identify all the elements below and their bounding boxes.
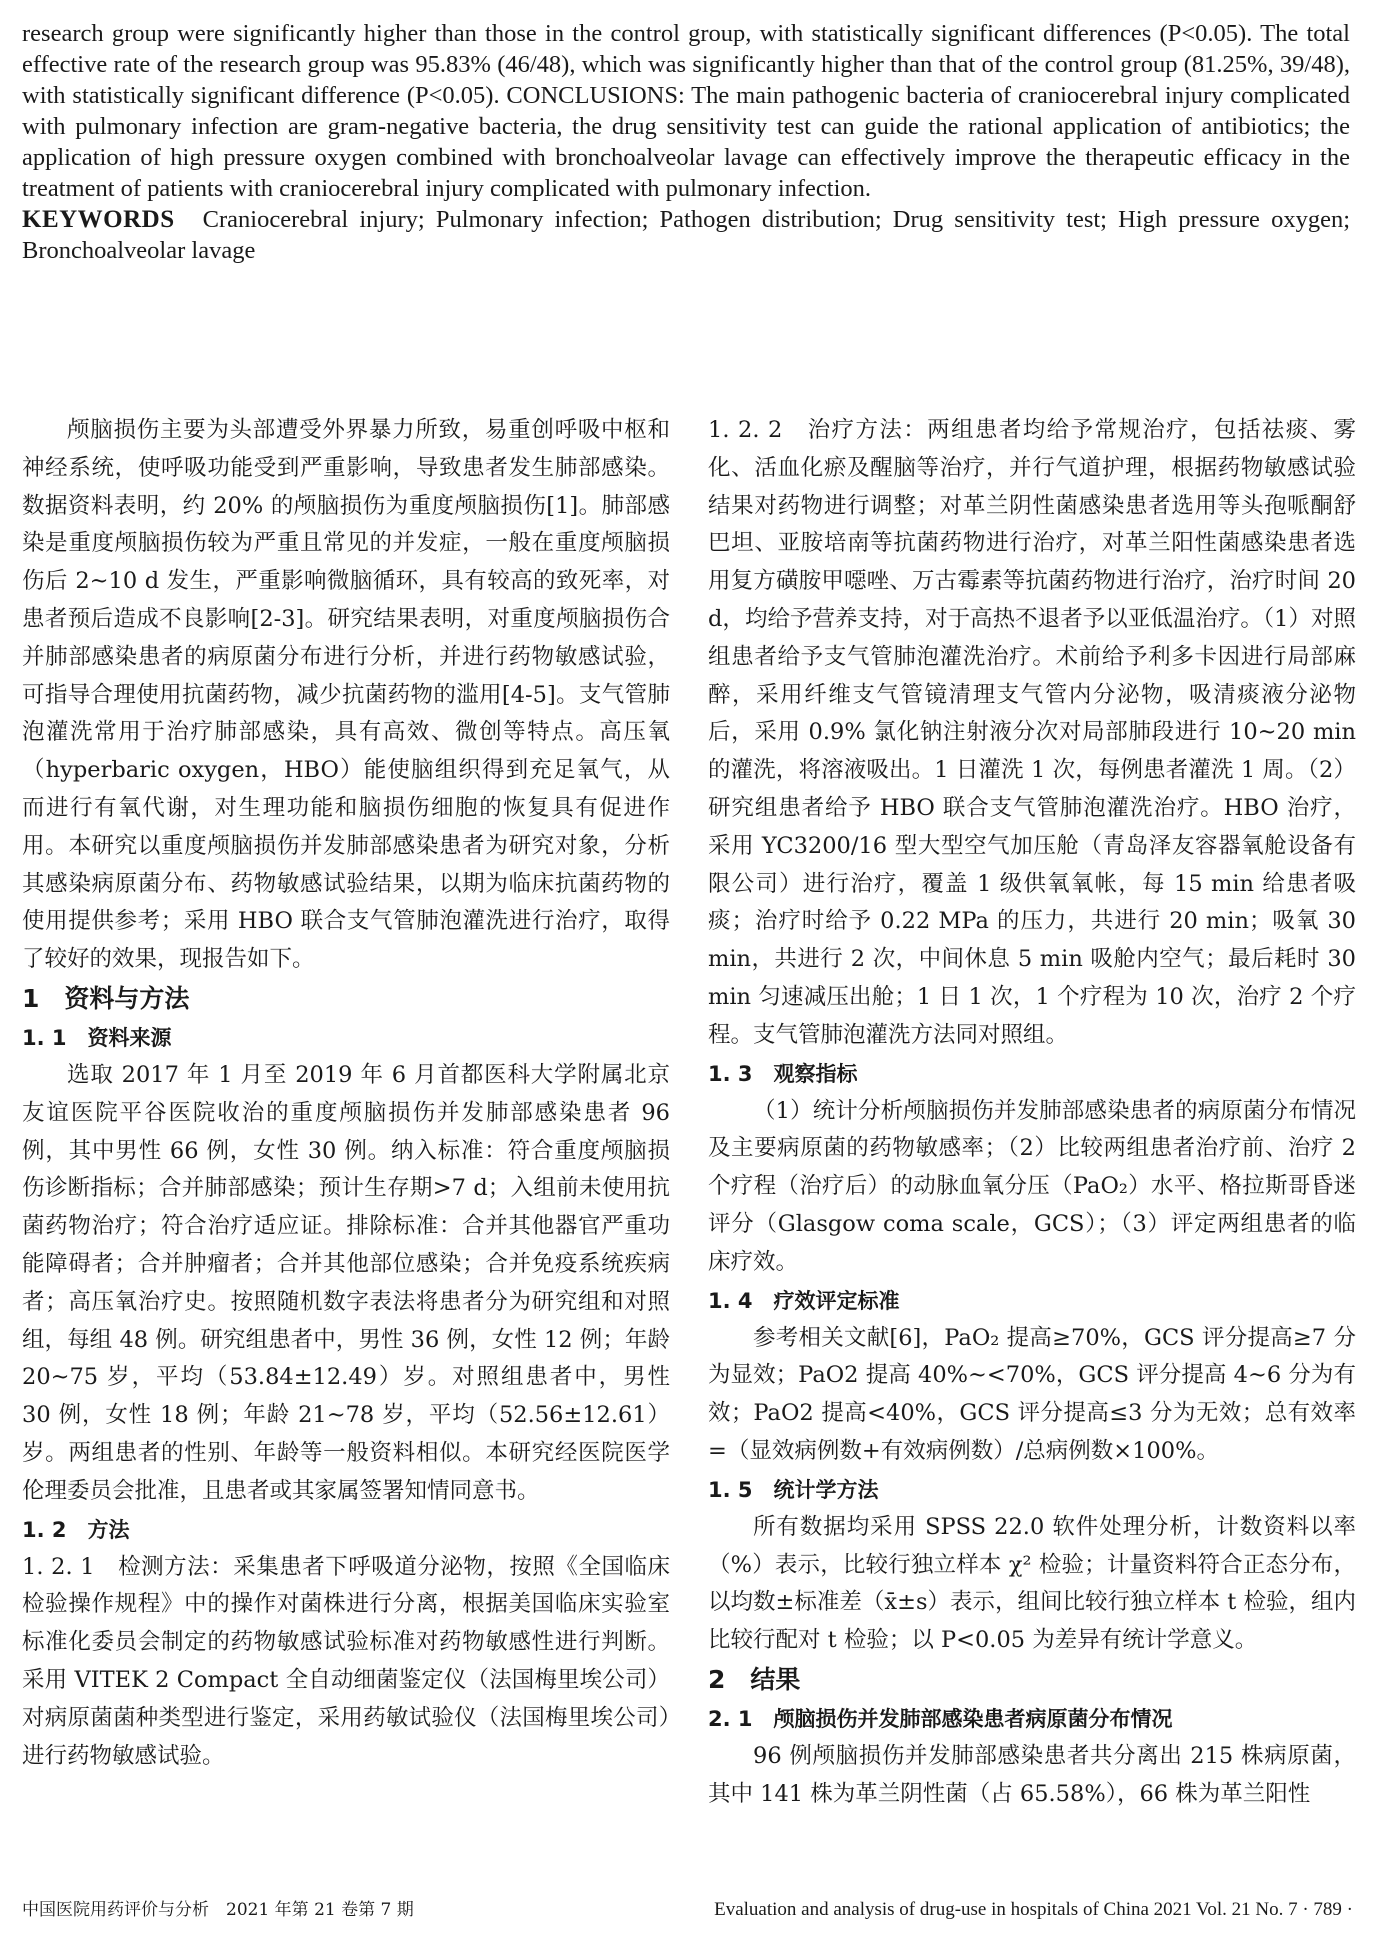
paragraph-1-4: 参考相关文献[6]，PaO₂ 提高≥70%，GCS 评分提高≥7 分为显效；PaO2 提高 40%~<70%，GCS 评分提高 4~6 分为有效；PaO2 提高<40%，GCS 评分提高≤3 分为无效；总有效率=（显效病例数+有效病例数）/总病例数×100%。	[708, 1324, 1356, 1464]
paragraph-1-3: （1）统计分析颅脑损伤并发肺部感染患者的病原菌分布情况及主要病原菌的药物敏感率；（2）比较两组患者治疗前、治疗 2 个疗程（治疗后）的动脉血氧分压（PaO₂）水平、格拉斯哥昏迷评分（Glasgow coma scale，GCS）；（3）评定两组患者的临床疗效。	[708, 1097, 1356, 1275]
keywords-line	[22, 204, 1350, 266]
paragraph-1-1: 选取 2017 年 1 月至 2019 年 6 月首都医科大学附属北京友谊医院平谷医院收治的重度颅脑损伤并发肺部感染患者 96 例，其中男性 66 例，女性 30 例。纳入标准：符合重度颅脑损伤诊断指标；合并肺部感染；预计生存期>7 d；入组前未使用抗菌药物治疗；符合治疗适应证。排除标准：合并其他器官严重功能障碍者；合并肿瘤者；合并其他部位感染；合并免疫系统疾病者；高压氧治疗史。按照随机数字表法将患者分为研究组和对照组，每组 48 例。研究组患者中，男性 36 例，女性 12 例；年龄 20~75 岁，平均（53.84±12.49）岁。对照组患者中，男性 30 例，女性 18 例；年龄 21~78 岁，平均（52.56±12.61）岁。两组患者的性别、年龄等一般资料相似。本研究经医院医学伦理委员会批准，且患者或其家属签署知情同意书。	[22, 1061, 670, 1504]
footer-journal-chinese: 中国医院用药评价与分析 2021 年第 21 卷第 7 期	[22, 1900, 414, 1920]
subsection-heading-1-4: 1. 4 疗效评定标准	[708, 1288, 900, 1313]
section-heading-results: 2 结果	[708, 1664, 801, 1694]
right-column	[708, 412, 1356, 1814]
keywords-list: Craniocerebral injury; Pulmonary infection; Pathogen distribution; Drug sensitivity test; High pressure oxygen; Bronchoalveolar lavage	[22, 206, 1350, 264]
subsection-heading-1-3: 1. 3 观察指标	[708, 1061, 858, 1086]
page-footer	[22, 1898, 1353, 1922]
english-abstract	[22, 18, 1350, 266]
abstract-results-conclusions: research group were significantly higher than those in the control group, with statistically significant differences (P<0.05). The total effective rate of the research group was 95.83% (46/48), which was significantly higher than that of the control group (81.25%, 39/48), with statistically significant difference (P<0.05). CONCLUSIONS: The main pathogenic bacteria of craniocerebral injury complicated with pulmonary infection are gram-negative bacteria, the drug sensitivity test can guide the rational application of antibiotics; the application of high pressure oxygen combined with bronchoalveolar lavage can effectively improve the therapeutic efficacy in the treatment of patients with craniocerebral injury complicated with pulmonary infection.	[22, 20, 1350, 202]
footer-journal-english: Evaluation and analysis of drug-use in hospitals of China 2021 Vol. 21 No. 7 · 789 ·	[714, 1899, 1353, 1920]
section-heading-methods: 1 资料与方法	[22, 983, 190, 1013]
introduction-paragraph: 颅脑损伤主要为头部遭受外界暴力所致，易重创呼吸中枢和神经系统，使呼吸功能受到严重影响，导致患者发生肺部感染。数据资料表明，约 20% 的颅脑损伤为重度颅脑损伤[1]。肺部感染是重度颅脑损伤较为严重且常见的并发症，一般在重度颅脑损伤后 2~10 d 发生，严重影响微脑循环，具有较高的致死率，对患者预后造成不良影响[2-3]。研究结果表明，对重度颅脑损伤合并肺部感染患者的病原菌分布进行分析，并进行药物敏感试验，可指导合理使用抗菌药物，减少抗菌药物的滥用[4-5]。支气管肺泡灌洗常用于治疗肺部感染，具有高效、微创等特点。高压氧（hyperbaric oxygen，HBO）能使脑组织得到充足氧气，从而进行有氧代谢，对生理功能和脑损伤细胞的恢复具有促进作用。本研究以重度颅脑损伤并发肺部感染患者为研究对象，分析其感染病原菌分布、药物敏感试验结果，以期为临床抗菌药物的使用提供参考；采用 HBO 联合支气管肺泡灌洗进行治疗，取得了较好的效果，现报告如下。	[22, 417, 670, 973]
subsection-heading-1-2: 1. 2 方法	[22, 1517, 130, 1542]
paragraph-1-5: 所有数据均采用 SPSS 22.0 软件处理分析，计数资料以率（%）表示，比较行独立样本 χ² 检验；计量资料符合正态分布，以均数±标准差（x̄±s）表示，组间比较行独立样本 t 检验，组内比较行配对 t 检验；以 P<0.05 为差异有统计学意义。	[708, 1513, 1356, 1654]
paragraph-2-1: 96 例颅脑损伤并发肺部感染患者共分离出 215 株病原菌，其中 141 株为革兰阴性菌（占 65.58%），66 株为革兰阳性	[708, 1742, 1356, 1807]
keywords-label: KEYWORDS	[22, 206, 175, 233]
left-column	[22, 412, 670, 1775]
subsection-heading-1-5: 1. 5 统计学方法	[708, 1477, 879, 1502]
subsection-heading-2-1: 2. 1 颅脑损伤并发肺部感染患者病原菌分布情况	[708, 1706, 1173, 1731]
paragraph-1-2-1: 1. 2. 1 检测方法：采集患者下呼吸道分泌物，按照《全国临床检验操作规程》中的操作对菌株进行分离，根据美国临床实验室标准化委员会制定的药物敏感试验标准对药物敏感性进行判断。采用 VITEK 2 Compact 全自动细菌鉴定仪（法国梅里埃公司）对病原菌菌种类型进行鉴定，采用药敏试验仪（法国梅里埃公司）进行药物敏感试验。	[22, 1553, 670, 1769]
subsection-heading-1-1: 1. 1 资料来源	[22, 1025, 172, 1050]
paragraph-1-2-2: 1. 2. 2 治疗方法：两组患者均给予常规治疗，包括祛痰、雾化、活血化瘀及醒脑等治疗，并行气道护理，根据药物敏感试验结果对药物进行调整；对革兰阴性菌感染患者选用等头孢哌酮舒巴坦、亚胺培南等抗菌药物进行治疗，对革兰阳性菌感染患者选用复方磺胺甲噁唑、万古霉素等抗菌药物进行治疗，治疗时间 20 d，均给予营养支持，对于高热不退者予以亚低温治疗。（1）对照组患者给予支气管肺泡灌洗治疗。术前给予利多卡因进行局部麻醉，采用纤维支气管镜清理支气管内分泌物，吸清痰液分泌物后，采用 0.9% 氯化钠注射液分次对局部肺段进行 10~20 min 的灌洗，将溶液吸出。1 日灌洗 1 次，每例患者灌洗 1 周。（2）研究组患者给予 HBO 联合支气管肺泡灌洗治疗。HBO 治疗，采用 YC3200/16 型大型空气加压舱（青岛泽友容器氧舱设备有限公司）进行治疗，覆盖 1 级供氧氧帐，每 15 min 给患者吸痰；治疗时给予 0.22 MPa 的压力，共进行 20 min；吸氧 30 min，共进行 2 次，中间休息 5 min 吸舱内空气；最后耗时 30 min 匀速减压出舱；1 日 1 次，1 个疗程为 10 次，治疗 2 个疗程。支气管肺泡灌洗方法同对照组。	[708, 417, 1356, 1048]
